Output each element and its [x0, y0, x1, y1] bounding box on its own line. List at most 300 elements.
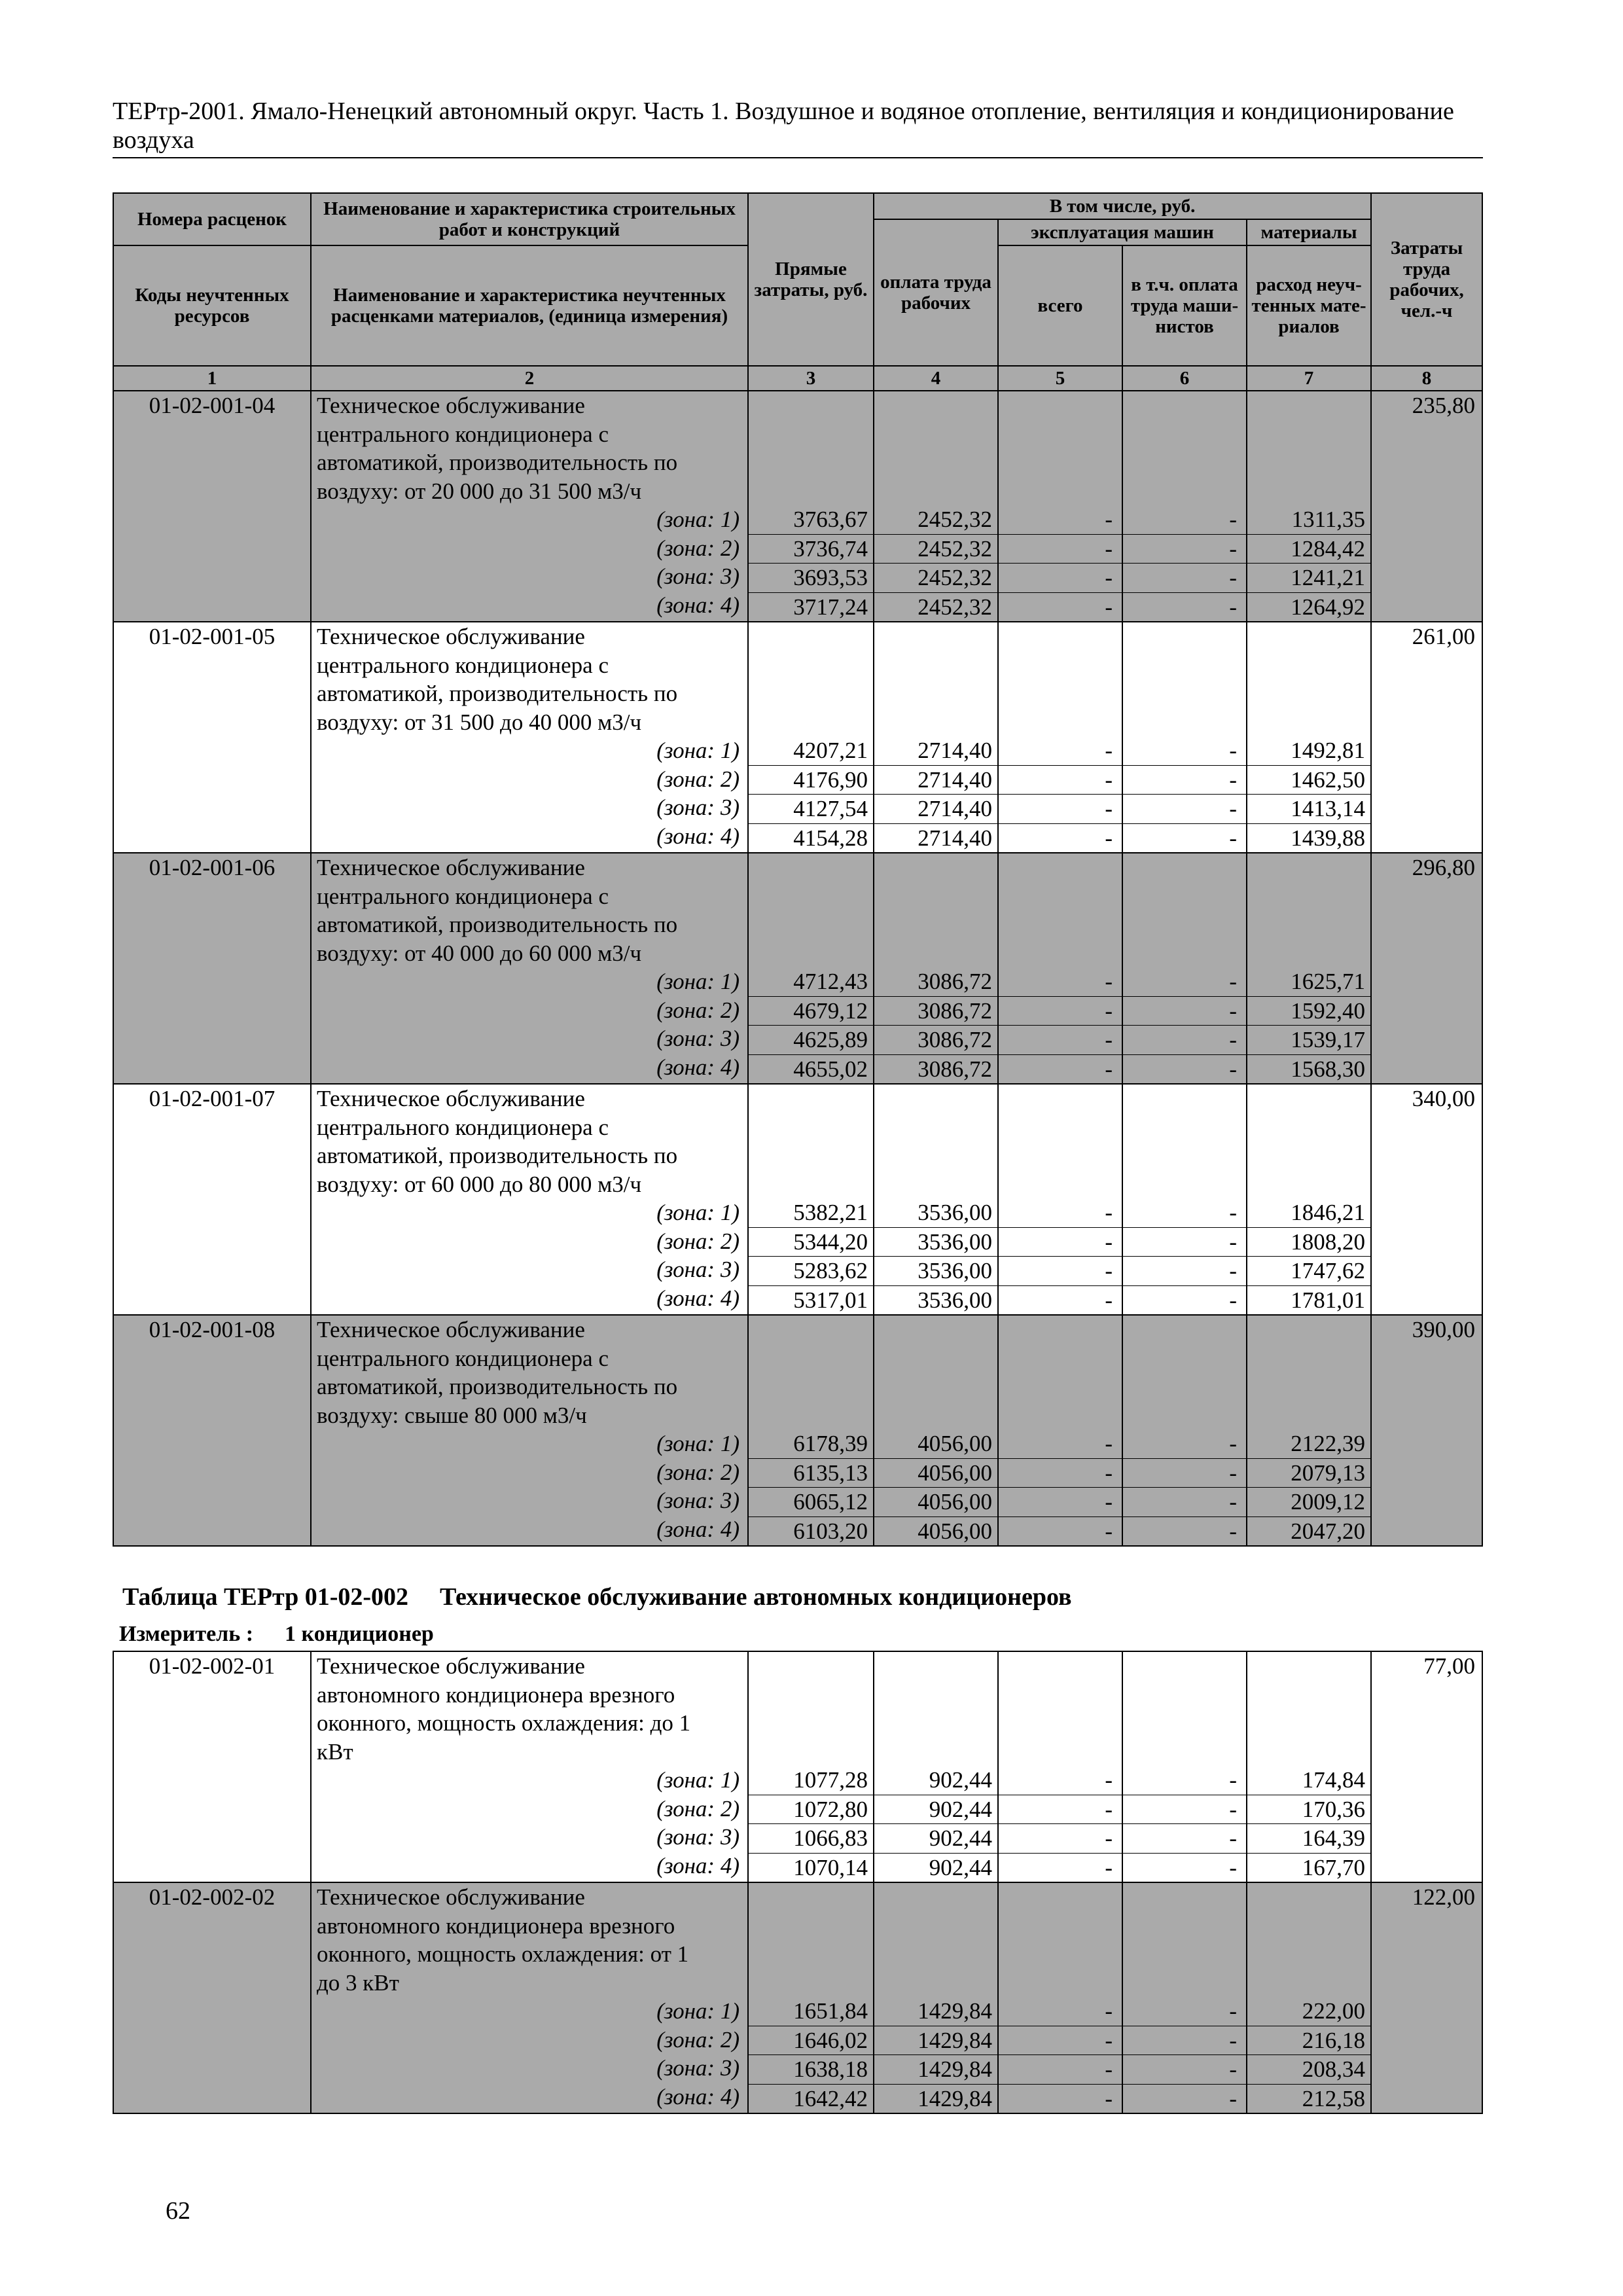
page-header: ТЕРтр-2001. Ямало-Ненецкий автономный округ. Часть 1. Воздушное и водяное отопление, вентиляция и кондиционирование воздуха — [113, 98, 1454, 154]
rate-code: 01-02-001-05 — [149, 624, 276, 649]
spacer — [1247, 910, 1370, 939]
machines-value-cell — [998, 622, 1122, 853]
work-name-line: Техническое обслуживание — [317, 393, 585, 418]
spacer — [749, 679, 873, 708]
machines-value: - — [999, 2026, 1122, 2056]
direct-cost-value: 6103,20 — [793, 1518, 868, 1544]
work-name-line: до 3 кВт — [317, 1969, 399, 1996]
wage-value-cell — [874, 1882, 998, 2113]
spacer — [874, 1912, 997, 1941]
spacer — [1247, 1085, 1370, 1113]
machines-value-cell — [998, 391, 1122, 622]
machine-wage-value: - — [1123, 535, 1246, 564]
spacer — [1247, 1738, 1370, 1767]
spacer — [999, 1344, 1122, 1373]
materials-value-cell — [1247, 1651, 1371, 1882]
col-machines-total-header: всего — [998, 245, 1122, 366]
materials-value: 2009,12 — [1247, 1488, 1370, 1517]
spacer — [1247, 1141, 1370, 1170]
machines-value: - — [999, 1429, 1122, 1459]
work-name-line: Техническое обслуживание — [317, 1086, 585, 1111]
spacer — [749, 1344, 873, 1373]
spacer — [1123, 420, 1246, 449]
spacer — [749, 1709, 873, 1738]
spacer — [999, 1940, 1122, 1969]
spacer — [749, 1316, 873, 1344]
work-name-line: воздуху: от 40 000 до 60 000 м3/ч — [317, 940, 642, 966]
spacer — [1247, 1113, 1370, 1142]
spacer — [1123, 1372, 1246, 1401]
table-2-measure — [119, 1622, 434, 1647]
machine-wage-value: - — [1123, 1997, 1246, 2026]
machines-value: - — [999, 505, 1122, 535]
rate-code: 01-02-001-06 — [149, 855, 276, 880]
spacer — [874, 391, 997, 420]
rate-code: 01-02-002-01 — [149, 1653, 276, 1679]
spacer — [999, 1085, 1122, 1113]
zone-label: (зона: 2) — [656, 1228, 740, 1254]
zone-label: (зона: 2) — [656, 1459, 740, 1485]
spacer — [1247, 1170, 1370, 1199]
materials-value: 216,18 — [1247, 2026, 1370, 2056]
direct-cost-value: 1642,42 — [793, 2085, 868, 2111]
machines-value: - — [999, 1795, 1122, 1825]
col-number: 8 — [1371, 366, 1482, 391]
spacer — [874, 622, 997, 651]
work-name-line: Техническое обслуживание — [317, 1653, 585, 1679]
machines-value: - — [999, 564, 1122, 593]
work-name-line: воздуху: от 31 500 до 40 000 м3/ч — [317, 709, 642, 735]
direct-cost-value: 4127,54 — [749, 795, 873, 824]
spacer — [749, 391, 873, 420]
spacer — [1123, 853, 1246, 882]
spacer — [1123, 1113, 1246, 1142]
spacer — [874, 910, 997, 939]
work-name-line: центрального кондиционера с — [317, 1345, 609, 1371]
materials-value: 1439,88 — [1291, 825, 1366, 851]
spacer — [749, 1141, 873, 1170]
spacer — [749, 651, 873, 680]
col-number: 2 — [311, 366, 748, 391]
wage-value-cell — [874, 1084, 998, 1315]
spacer — [874, 882, 997, 911]
spacer — [1123, 448, 1246, 477]
labor-value: 296,80 — [1412, 855, 1476, 880]
spacer — [1123, 882, 1246, 911]
table-2-name: Техническое обслуживание автономных кондиционеров — [440, 1583, 1072, 1611]
spacer — [1123, 651, 1246, 680]
machines-value: - — [999, 1766, 1122, 1795]
wage-value: 4056,00 — [918, 1518, 992, 1544]
direct-cost-value: 5344,20 — [749, 1228, 873, 1257]
spacer — [1123, 622, 1246, 651]
wage-value: 1429,84 — [918, 2085, 992, 2111]
machine-wage-value: - — [1123, 1795, 1246, 1825]
spacer — [1247, 708, 1370, 737]
spacer — [999, 391, 1122, 420]
machines-value: - — [999, 1257, 1122, 1286]
spacer — [1247, 391, 1370, 420]
machines-value: - — [999, 736, 1122, 766]
machine-wage-value: - — [1123, 1824, 1246, 1854]
spacer — [1123, 1883, 1246, 1912]
zone-label: (зона: 3) — [656, 564, 740, 589]
work-name-cell — [311, 1084, 748, 1315]
machines-value: - — [1105, 1056, 1113, 1082]
spacer — [749, 708, 873, 737]
spacer — [874, 1344, 997, 1373]
zone-label: (зона: 4) — [656, 592, 740, 618]
spacer — [999, 853, 1122, 882]
wage-value: 2714,40 — [918, 825, 992, 851]
spacer — [1123, 939, 1246, 968]
wage-value: 3086,72 — [874, 1026, 997, 1055]
machines-value: - — [1105, 594, 1113, 620]
machines-value: - — [1105, 825, 1113, 851]
spacer — [749, 1681, 873, 1710]
spacer — [749, 1940, 873, 1969]
machine-wage-value-cell — [1122, 1651, 1247, 1882]
work-name-cell — [311, 853, 748, 1084]
rate-code-cell — [113, 1084, 311, 1315]
zone-label: (зона: 3) — [656, 1257, 740, 1282]
machines-value: - — [1105, 2085, 1113, 2111]
spacer — [1247, 1969, 1370, 1998]
machines-value-cell — [998, 1315, 1122, 1546]
rate-row — [113, 1882, 1482, 2113]
work-name-line: автоматикой, производительность по — [317, 1374, 678, 1399]
labor-value: 261,00 — [1412, 624, 1476, 649]
spacer — [749, 1372, 873, 1401]
materials-value: 174,84 — [1247, 1766, 1370, 1795]
rate-code: 01-02-001-07 — [149, 1086, 276, 1111]
spacer — [874, 939, 997, 968]
direct-cost-value-cell — [748, 1651, 874, 1882]
work-name-line: Техническое обслуживание — [317, 624, 585, 649]
rate-code: 01-02-001-04 — [149, 393, 276, 418]
machines-value-cell — [998, 1651, 1122, 1882]
rate-row — [113, 1315, 1482, 1546]
rate-code-cell — [113, 1315, 311, 1546]
work-name-cell — [311, 1651, 748, 1882]
spacer — [749, 1652, 873, 1681]
col-materials-header: материалы — [1247, 219, 1371, 245]
col-resource-code-header: Коды неучтенных ресурсов — [113, 245, 311, 366]
col-machines-header: эксплуатация машин — [998, 219, 1247, 245]
materials-value: 1264,92 — [1291, 594, 1366, 620]
spacer — [1123, 1344, 1246, 1373]
spacer — [874, 448, 997, 477]
spacer — [1247, 651, 1370, 680]
machine-wage-value-cell — [1122, 853, 1247, 1084]
spacer — [999, 651, 1122, 680]
column-number-row — [113, 366, 1482, 391]
spacer — [1247, 1709, 1370, 1738]
spacer — [1123, 1969, 1246, 1998]
spacer — [749, 1170, 873, 1199]
direct-cost-value: 5283,62 — [749, 1257, 873, 1286]
rate-code-cell — [113, 391, 311, 622]
col-number: 1 — [113, 366, 311, 391]
wage-value: 1429,84 — [874, 2026, 997, 2056]
machine-wage-value-cell — [1122, 391, 1247, 622]
direct-cost-value-cell — [748, 391, 874, 622]
zone-label: (зона: 4) — [656, 823, 740, 849]
materials-value: 208,34 — [1247, 2055, 1370, 2085]
rate-code-cell — [113, 622, 311, 853]
materials-value: 1747,62 — [1247, 1257, 1370, 1286]
direct-cost-value: 3693,53 — [749, 564, 873, 593]
direct-cost-value: 1066,83 — [749, 1824, 873, 1854]
col-number: 3 — [748, 366, 874, 391]
zone-label: (зона: 1) — [656, 1767, 740, 1793]
labor-cell — [1371, 391, 1482, 622]
direct-cost-value: 3717,24 — [793, 594, 868, 620]
machine-wage-value-cell — [1122, 1315, 1247, 1546]
materials-value-cell — [1247, 622, 1371, 853]
spacer — [874, 1940, 997, 1969]
spacer — [999, 1170, 1122, 1199]
machine-wage-value: - — [1229, 1287, 1237, 1313]
spacer — [1123, 1652, 1246, 1681]
rate-row — [113, 853, 1482, 1084]
machines-value: - — [999, 1026, 1122, 1055]
direct-cost-value: 6065,12 — [749, 1488, 873, 1517]
col-machine-wage-header: в т.ч. оплата труда маши-нистов — [1122, 245, 1247, 366]
rates-table-1 — [113, 192, 1483, 1547]
spacer — [874, 1316, 997, 1344]
col-material-use-header: расход неуч-тенных мате-риалов — [1247, 245, 1371, 366]
machine-wage-value: - — [1123, 795, 1246, 824]
spacer — [874, 1170, 997, 1199]
wage-value: 2714,40 — [874, 766, 997, 795]
spacer — [1247, 1883, 1370, 1912]
wage-value: 1429,84 — [874, 2055, 997, 2085]
spacer — [749, 910, 873, 939]
work-name-line: воздуху: свыше 80 000 м3/ч — [317, 1402, 587, 1428]
rate-row — [113, 1084, 1482, 1315]
spacer — [874, 1738, 997, 1767]
wage-value: 902,44 — [874, 1824, 997, 1854]
spacer — [874, 420, 997, 449]
work-name-line: автоматикой, производительность по — [317, 450, 678, 475]
work-name-cell — [311, 622, 748, 853]
spacer — [999, 1652, 1122, 1681]
machine-wage-value-cell — [1122, 622, 1247, 853]
spacer — [999, 708, 1122, 737]
machine-wage-value: - — [1123, 1198, 1246, 1228]
spacer — [1247, 448, 1370, 477]
machines-value: - — [999, 1228, 1122, 1257]
direct-cost-value: 4679,12 — [749, 997, 873, 1026]
labor-value: 122,00 — [1412, 1884, 1475, 1910]
labor-cell — [1371, 1651, 1482, 1882]
materials-value: 1492,81 — [1247, 736, 1370, 766]
machine-wage-value: - — [1123, 1228, 1246, 1257]
spacer — [874, 853, 997, 882]
direct-cost-value: 3763,67 — [749, 505, 873, 535]
rate-code-cell — [113, 1882, 311, 2113]
spacer — [1123, 1085, 1246, 1113]
direct-cost-value-cell — [748, 1084, 874, 1315]
rate-code: 01-02-002-02 — [149, 1884, 276, 1910]
spacer — [1123, 679, 1246, 708]
spacer — [749, 1738, 873, 1767]
spacer — [999, 1738, 1122, 1767]
machine-wage-value: - — [1229, 1518, 1237, 1544]
rate-row — [113, 1651, 1482, 1882]
spacer — [749, 477, 873, 506]
spacer — [749, 448, 873, 477]
wage-value: 3536,00 — [874, 1228, 997, 1257]
wage-value-cell — [874, 622, 998, 853]
materials-value-cell — [1247, 391, 1371, 622]
work-name-line: Техническое обслуживание — [317, 1317, 585, 1342]
machines-value: - — [999, 967, 1122, 997]
zone-label: (зона: 2) — [656, 997, 740, 1023]
machines-value: - — [1105, 1287, 1113, 1313]
machine-wage-value: - — [1229, 825, 1237, 851]
machines-value: - — [999, 1824, 1122, 1854]
table-2-title — [122, 1583, 1072, 1611]
zone-label: (зона: 3) — [656, 2055, 740, 2081]
materials-value: 1462,50 — [1247, 766, 1370, 795]
work-name-line: автономного кондиционера врезного — [317, 1912, 675, 1939]
wage-value-cell — [874, 1315, 998, 1546]
direct-cost-value: 1070,14 — [793, 1854, 868, 1880]
spacer — [1123, 1940, 1246, 1969]
direct-cost-value: 1638,18 — [749, 2055, 873, 2085]
wage-value: 2714,40 — [874, 736, 997, 766]
direct-cost-value: 5317,01 — [793, 1287, 868, 1313]
work-name-line: автономного кондиционера врезного — [317, 1681, 675, 1708]
work-name-line: оконного, мощность охлаждения: от 1 — [317, 1941, 689, 1967]
spacer — [749, 1883, 873, 1912]
header-rule — [113, 157, 1483, 158]
machine-wage-value: - — [1123, 997, 1246, 1026]
spacer — [749, 1969, 873, 1998]
wage-value: 3536,00 — [874, 1198, 997, 1228]
zone-label: (зона: 3) — [656, 1488, 740, 1513]
labor-cell — [1371, 853, 1482, 1084]
machine-wage-value: - — [1123, 1459, 1246, 1488]
materials-value-cell — [1247, 1084, 1371, 1315]
direct-cost-value-cell — [748, 1315, 874, 1546]
materials-value: 170,36 — [1247, 1795, 1370, 1825]
machine-wage-value: - — [1123, 1026, 1246, 1055]
spacer — [1123, 391, 1246, 420]
spacer — [1123, 1170, 1246, 1199]
zone-label: (зона: 1) — [656, 738, 740, 763]
rates-table-2 — [113, 1651, 1483, 2114]
work-name-line: центрального кондиционера с — [317, 883, 609, 909]
wage-value: 902,44 — [874, 1766, 997, 1795]
col-labor-header: Затраты труда рабочих, чел.-ч — [1371, 193, 1482, 366]
spacer — [874, 1372, 997, 1401]
spacer — [999, 679, 1122, 708]
spacer — [999, 1141, 1122, 1170]
materials-value: 2079,13 — [1247, 1459, 1370, 1488]
materials-value: 2122,39 — [1247, 1429, 1370, 1459]
spacer — [874, 1141, 997, 1170]
zone-label: (зона: 4) — [656, 1852, 740, 1878]
direct-cost-value: 6135,13 — [749, 1459, 873, 1488]
wage-value-cell — [874, 391, 998, 622]
labor-cell — [1371, 1315, 1482, 1546]
spacer — [1123, 1401, 1246, 1430]
materials-value-cell — [1247, 1882, 1371, 2113]
direct-cost-value: 4655,02 — [793, 1056, 868, 1082]
machine-wage-value: - — [1229, 1056, 1237, 1082]
labor-cell — [1371, 1084, 1482, 1315]
machines-value: - — [999, 1459, 1122, 1488]
work-name-line: Техническое обслуживание — [317, 1884, 585, 1910]
spacer — [874, 1969, 997, 1998]
machines-value: - — [999, 1198, 1122, 1228]
materials-value: 1284,42 — [1247, 535, 1370, 564]
work-name-line: центрального кондиционера с — [317, 652, 609, 678]
machine-wage-value: - — [1123, 1488, 1246, 1517]
direct-cost-value-cell — [748, 622, 874, 853]
spacer — [999, 939, 1122, 968]
spacer — [999, 1681, 1122, 1710]
spacer — [999, 1372, 1122, 1401]
spacer — [1123, 708, 1246, 737]
work-name-cell — [311, 391, 748, 622]
spacer — [999, 882, 1122, 911]
materials-value: 1539,17 — [1247, 1026, 1370, 1055]
wage-value: 3086,72 — [874, 967, 997, 997]
materials-value: 1311,35 — [1247, 505, 1370, 535]
machine-wage-value: - — [1123, 1429, 1246, 1459]
zone-label: (зона: 2) — [656, 2026, 740, 2053]
zone-label: (зона: 4) — [656, 1054, 740, 1080]
materials-value: 212,58 — [1302, 2085, 1365, 2111]
materials-value: 1592,40 — [1247, 997, 1370, 1026]
wage-value: 2452,32 — [874, 535, 997, 564]
spacer — [874, 651, 997, 680]
materials-value: 1568,30 — [1291, 1056, 1366, 1082]
machine-wage-value: - — [1229, 594, 1237, 620]
work-name-line: Техническое обслуживание — [317, 855, 585, 880]
spacer — [1123, 1316, 1246, 1344]
machine-wage-value: - — [1123, 2026, 1246, 2056]
wage-value: 4056,00 — [874, 1429, 997, 1459]
spacer — [1123, 1681, 1246, 1710]
labor-value: 77,00 — [1423, 1653, 1475, 1679]
direct-cost-value: 4207,21 — [749, 736, 873, 766]
spacer — [1247, 1372, 1370, 1401]
direct-cost-value: 6178,39 — [749, 1429, 873, 1459]
work-name-cell — [311, 1882, 748, 2113]
rate-row — [113, 391, 1482, 622]
wage-value: 2452,32 — [874, 564, 997, 593]
machine-wage-value: - — [1123, 564, 1246, 593]
spacer — [749, 939, 873, 968]
spacer — [999, 477, 1122, 506]
direct-cost-value: 4154,28 — [793, 825, 868, 851]
machines-value: - — [999, 535, 1122, 564]
rate-code: 01-02-001-08 — [149, 1317, 276, 1342]
spacer — [1123, 1738, 1246, 1767]
zone-label: (зона: 4) — [656, 2083, 740, 2109]
spacer — [874, 1652, 997, 1681]
col-number: 6 — [1122, 366, 1247, 391]
spacer — [999, 1883, 1122, 1912]
spacer — [1247, 1316, 1370, 1344]
wage-value: 2452,32 — [918, 594, 992, 620]
spacer — [749, 1113, 873, 1142]
